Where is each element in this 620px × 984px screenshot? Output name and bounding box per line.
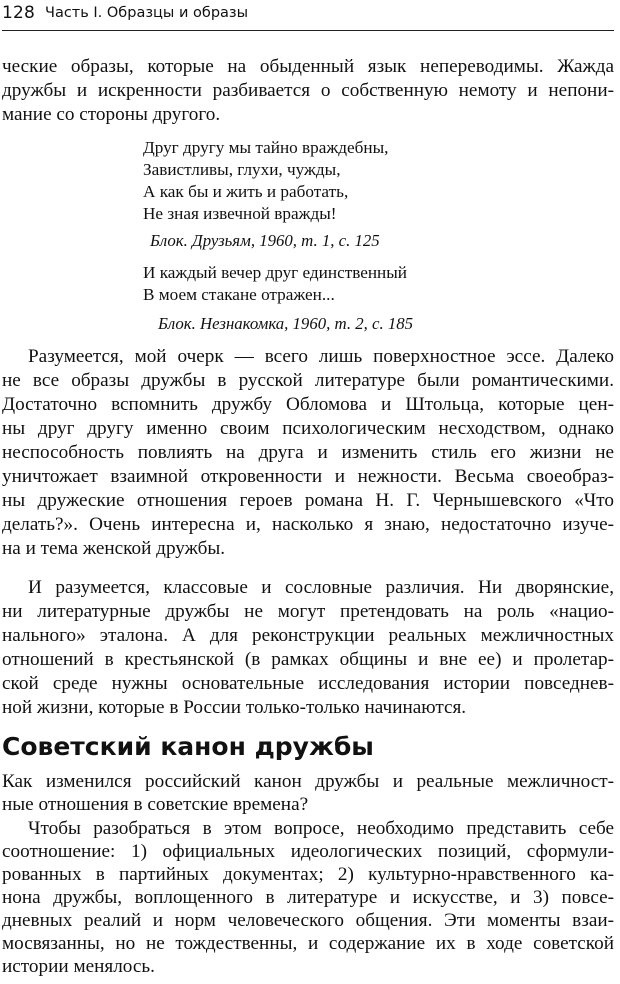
text-line: Как изменился российский канон дружбы и реальные межличност-: [2, 771, 614, 792]
text-line: соотношение: 1) официальных идеологических позиций, сформули-: [2, 841, 614, 862]
text-line: ческие образы, которые на обыденный язык непереводимы. Жажда: [2, 56, 614, 77]
text-line: не все образы дружбы в русской литературе были романтическими.: [2, 370, 614, 391]
text-line: Достаточно вспомнить дружбу Обломова и Штольца, которые цен-: [2, 394, 614, 415]
text-line: нона дружбы, воплощенного в литературе и искусстве, и 3) повсе-: [2, 887, 614, 908]
poem-line: Завистливы, глухи, чужды,: [143, 160, 341, 179]
text-line: ны дружеские отношения героев романа Н. Г. Чернышевского «Что: [2, 490, 614, 511]
poem-citation: Блок. Незнакомка, 1960, т. 2, с. 185: [158, 314, 414, 333]
text-line: мосвязанны, но не тождественны, и содержание их в ходе советской: [2, 933, 614, 954]
text-line: уничтожает взаимной откровенности и нежности. Весьма своеобраз-: [2, 466, 614, 487]
text-line: ни литературные дружбы не могут претендовать на роль «нацио-: [2, 601, 614, 622]
poem-line: Не зная извечной вражды!: [143, 204, 337, 223]
text-line: ной жизни, которые в России только-только начинаются.: [2, 697, 467, 718]
page-header: [2, 0, 614, 31]
text-line: ской среде нужны основательные исследования истории повседнев-: [2, 673, 614, 694]
page-number: 128: [2, 3, 36, 23]
poem-citation: Блок. Друзьям, 1960, т. 1, с. 125: [150, 231, 380, 250]
text-line: нального» эталона. А для реконструкции реальных межличностных: [2, 625, 614, 646]
text-line: делать?». Очень интересна и, насколько я знаю, недостаточно изуче-: [2, 514, 614, 535]
text-line: отношений в крестьянской (в рамках общины и вне ее) и пролетар-: [2, 649, 614, 670]
text-line: И разумеется, классовые и сословные различия. Ни дворянские,: [28, 577, 614, 598]
text-line: ны друг другу именно своим психологическим несходством, однако: [2, 418, 614, 439]
text-line: рованных в партийных документах; 2) культурно-нравственного ка-: [2, 864, 614, 885]
poem-line: В моем стакане отражен...: [143, 285, 335, 304]
text-line: дружбы и искренности разбивается о собственную немоту и непони-: [2, 80, 614, 101]
poem-line: Друг другу мы тайно враждебны,: [143, 138, 389, 157]
poem-line: А как бы и жить и работать,: [143, 182, 349, 201]
text-line: Разумеется, мой очерк — всего лишь поверхностное эссе. Далеко: [28, 346, 614, 367]
text-line: истории менялось.: [2, 956, 155, 977]
text-line: на и тема женской дружбы.: [2, 538, 226, 559]
text-line: мание со стороны другого.: [2, 104, 221, 125]
text-line: дневных реалий и норм человеческого общения. Эти моменты взаи-: [2, 910, 614, 931]
text-line: Чтобы разобраться в этом вопросе, необходимо представить себе: [28, 818, 614, 839]
poem-line: И каждый вечер друг единственный: [143, 263, 407, 282]
section-heading: Советский канон дружбы: [2, 732, 374, 761]
text-line: неспособность повлиять на друга и изменить стиль его жизни не: [2, 442, 614, 463]
running-title: Часть I. Образцы и образы: [45, 5, 249, 21]
text-line: ные отношения в советские времена?: [2, 794, 309, 815]
